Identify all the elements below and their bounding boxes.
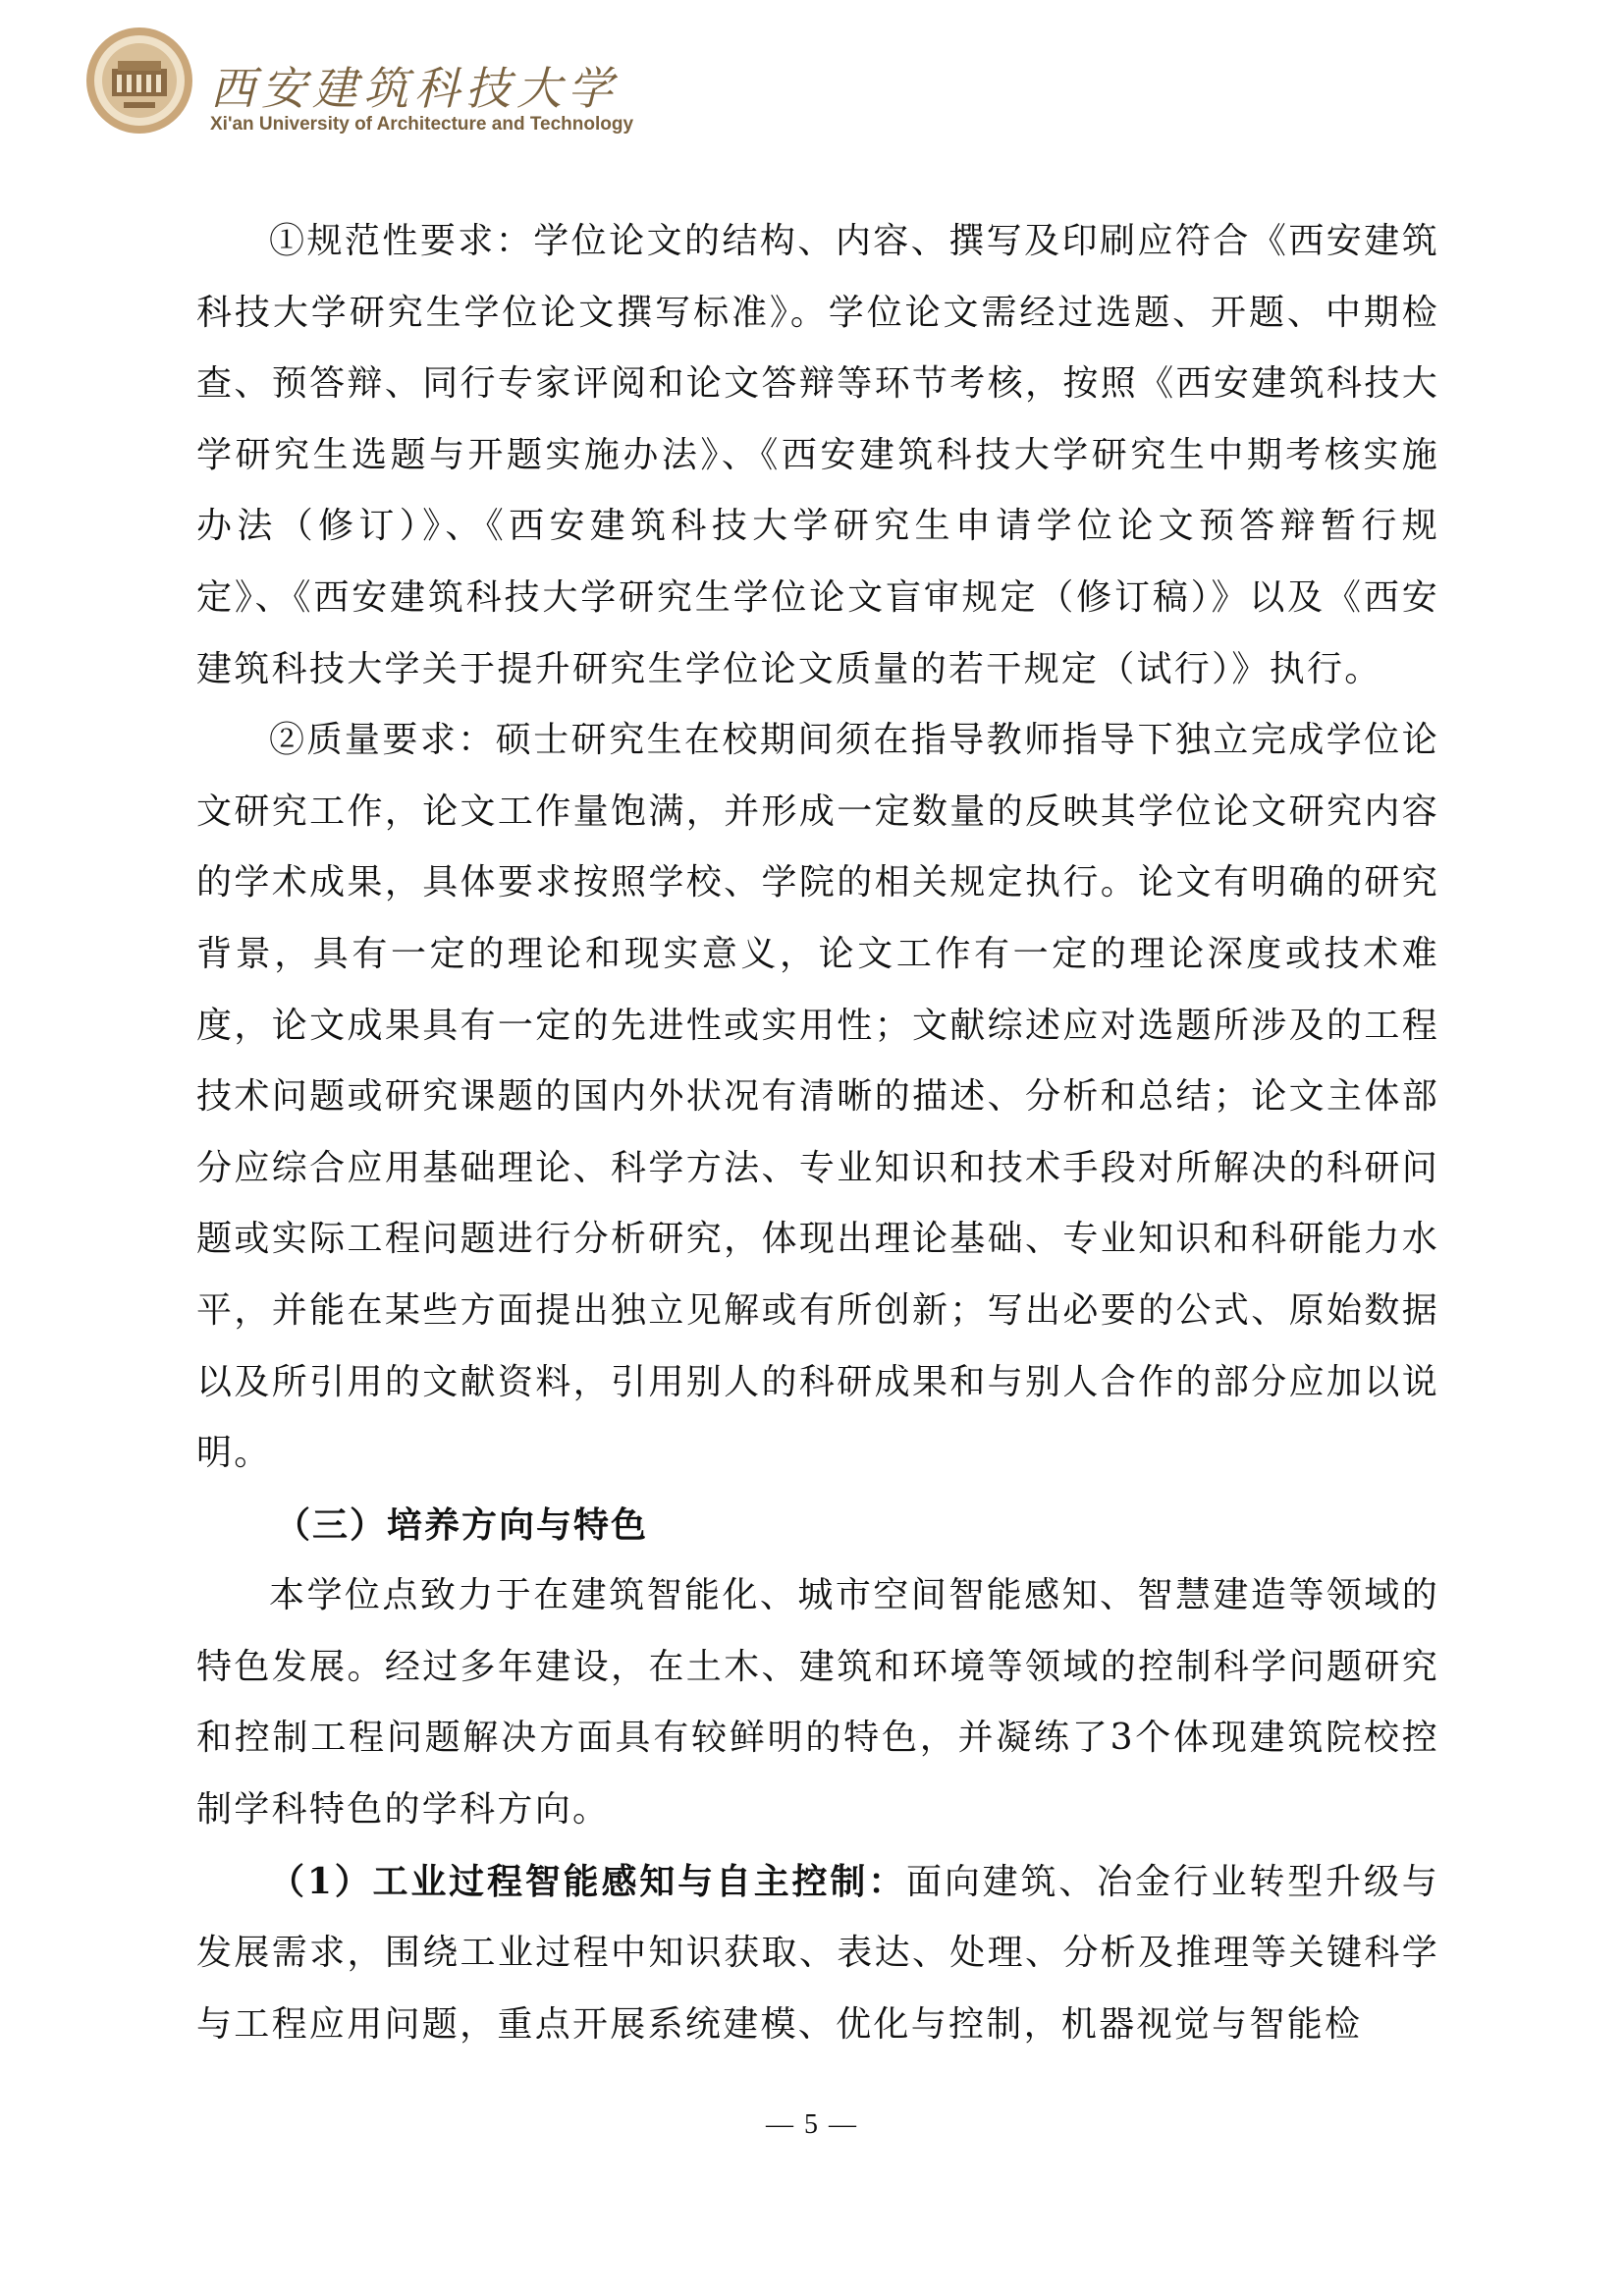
direction-1-text: 面向建筑、冶金行业转型升级与发展需求，围绕工业过程中知识获取、表达、处理、分析及推理等关键科学与工程应用问题，重点开展系统建模、优化与控制，机器视觉与智能检 [196,1861,1439,2045]
page-header [84,26,634,153]
paragraph-direction-1 [196,1846,1439,2061]
university-name-en: Xi'an University of Architecture and Technology [210,114,634,135]
section-heading-training-direction: （三）培养方向与特色 [275,1503,649,1546]
paragraph-training-features: 本学位点致力于在建筑智能化、城市空间智能感知、智慧建造等领域的特色发展。经过多年建设，在土木、建筑和环境等领域的控制科学问题研究和控制工程问题解决方面具有较鲜明的特色，并凝练了3个体现建筑院校控制学科特色的学科方向。 [196,1575,1439,1831]
university-name-cn: 西安建筑科技大学 [210,62,619,115]
paragraph-quality-requirements: ②质量要求：硕士研究生在校期间须在指导教师指导下独立完成学位论文研究工作，论文工作量饱满，并形成一定数量的反映其学位论文研究内容的学术成果，具体要求按照学校、学院的相关规定执行。论文有明确的研究背景，具有一定的理论和现实意义，论文工作有一定的理论深度或技术难度，论文成果具有一定的先进性或实用性；文献综述应对选题所涉及的工程技术问题或研究课题的国内外状况有清晰的描述、分析和总结；论文主体部分应综合应用基础理论、科学方法、专业知识和技术手段对所解决的科研问题或实际工程问题进行分析研究，体现出理论基础、专业知识和科研能力水平，并能在某些方面提出独立见解或有所创新；写出必要的公式、原始数据以及所引用的文献资料，引用别人的科研成果和与别人合作的部分应加以说明。 [196,720,1439,1474]
direction-1-title: （1）工业过程智能感知与自主控制： [269,1860,907,1902]
university-seal-icon [84,26,194,136]
paragraph-standard-requirements: ①规范性要求：学位论文的结构、内容、撰写及印刷应符合《西安建筑科技大学研究生学位论文撰写标准》。学位论文需经过选题、开题、中期检查、预答辩、同行专家评阅和论文答辩等环节考核，按照《西安建筑科技大学研究生选题与开题实施办法》、《西安建筑科技大学研究生中期考核实施办法（修订）》、《西安建筑科技大学研究生申请学位论文预答辩暂行规定》、《西安建筑科技大学研究生学位论文盲审规定（修订稿）》以及《西安建筑科技大学关于提升研究生学位论文质量的若干规定（试行）》执行。 [196,221,1439,689]
page-number: — 5 — [766,2109,858,2140]
document-body [196,206,1439,2060]
